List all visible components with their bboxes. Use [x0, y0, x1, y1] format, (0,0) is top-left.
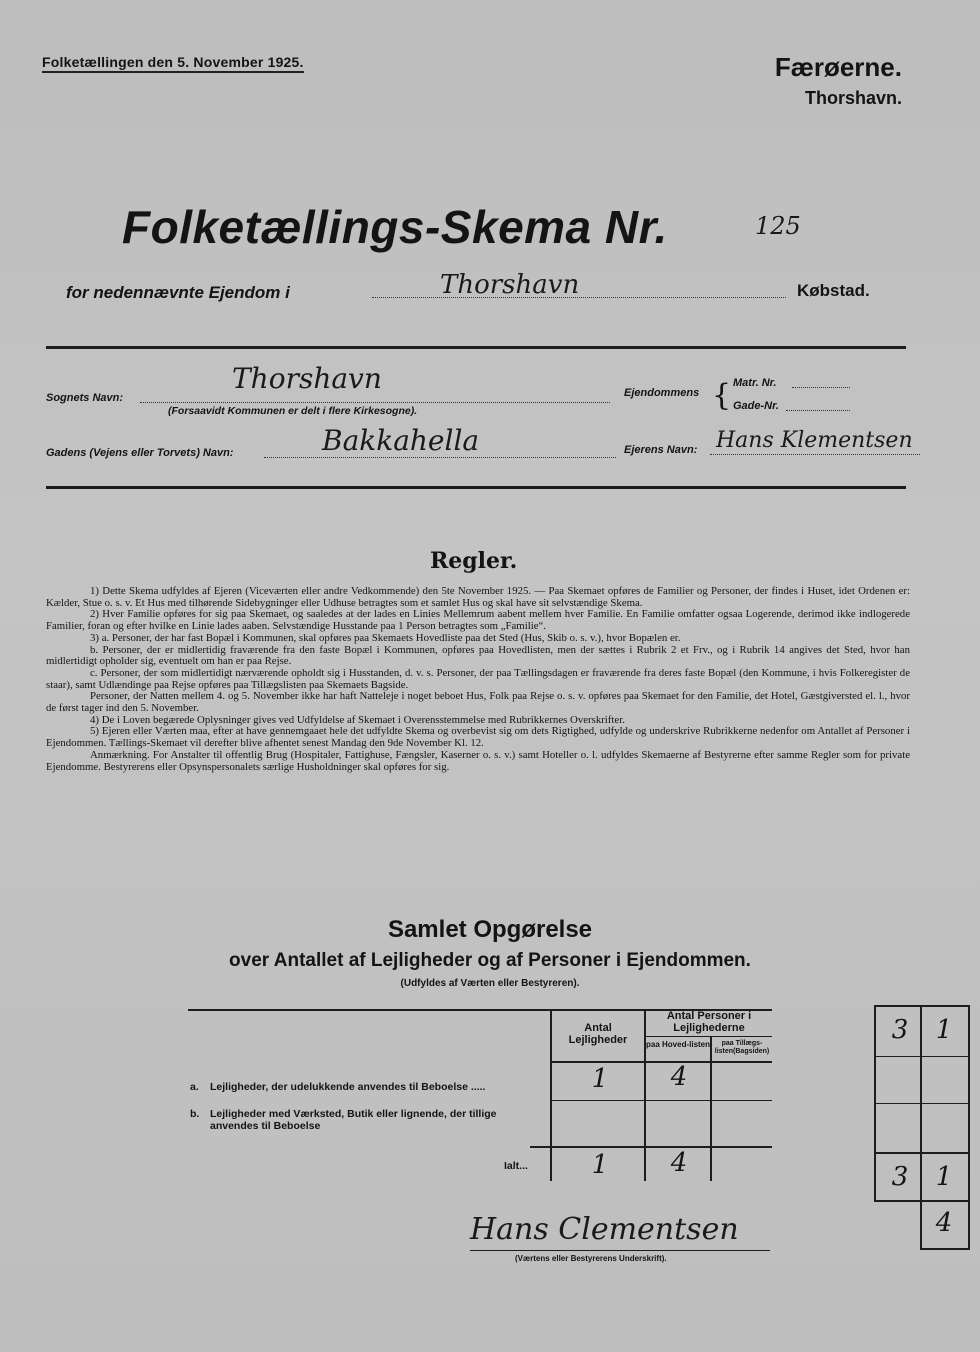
summary-note: (Udfyldes af Værten eller Bestyreren). — [400, 978, 580, 989]
table-row-a-rule — [550, 1100, 772, 1101]
rules-text — [46, 586, 910, 773]
owner-handwritten: Hans Klementsen — [716, 428, 913, 453]
col-personer-header: Antal Personer i Lejlighederne — [666, 1010, 752, 1034]
rule-5: 5) Ejeren eller Værten maa, efter at have gennemgaaet hele det udfyldte Skema og overbevist sig om dets Rigtighed, udfylde og underskrive Rubrikkerne nedenfor om Antallet af Personer i Ejendommen. Tællings-Skemaet vil derefter blive afhentet senest Mandag den 9de November Kl. 12. — [46, 725, 910, 750]
rule-3-note: Personer, der Natten mellem 4. og 5. November ikke har haft Natteleje i noget beboet Hus, Folk paa Rejse o. s. v. opføres paa Skemaet for den Familie, det Hotel, Gæstgiversted el. l., hvor de først tager ind den 5. November. — [46, 690, 910, 715]
sidebox-r5-right-value: 4 — [935, 1208, 953, 1238]
sidebox-r1-left-value: 3 — [891, 1015, 909, 1045]
divider-middle — [46, 486, 906, 489]
sidebox-bottom — [920, 1248, 970, 1250]
street-line — [264, 457, 616, 458]
parish-line — [140, 402, 610, 403]
census-date-line: Folketællingen den 5. November 1925. — [42, 54, 304, 73]
sidebox-r4-right-value: 1 — [935, 1162, 953, 1192]
signature-caption: (Værtens eller Bestyrerens Underskrift). — [515, 1254, 667, 1263]
property-location-suffix: Købstad. — [797, 281, 870, 300]
row-a-label: Lejligheder, der udelukkende anvendes til Beboelse ..... — [210, 1081, 486, 1093]
rule-3b: b. Personer, der er midlertidig fraværende fra den faste Bopæl i Kommunen, opføres paa Hovedlisten, men der sættes i Rubrik 2 et Frv., og i Rubrik 14 angives det Sted, hvor han midlertidigt opholder sig, eventuelt om han er paa Rejse. — [46, 643, 910, 668]
gade-nr-line — [786, 410, 850, 411]
rule-3c: c. Personer, der som midlertidigt nærværende opholdt sig i Husstanden, d. v. s. Personer, der paa Tællingsdagen er fraværende fra deres faste Bopæl (den Kommune, i hvis Folkeregister de staar), samt Udlændinge paa Rejse opføres paa Tillægslisten paa Skemaets Bagside. — [46, 666, 910, 691]
gade-nr-label: Gade-Nr. — [733, 400, 779, 412]
owner-label: Ejerens Navn: — [624, 444, 698, 456]
property-location-handwritten: Thorshavn — [440, 270, 580, 300]
sidebox-rule-3 — [874, 1152, 970, 1154]
sidebox-middle — [920, 1005, 922, 1250]
host-signature: Hans Clementsen — [470, 1212, 739, 1247]
rule-1: 1) Dette Skema udfyldes af Ejeren (Viceværten eller andre Vedkommende) den 5te November 1925. — Paa Skemaet opføres de Familier og Personer, der findes i Huset, idet Ordenen er: Kælder, Stue o. s. v. Et Hus med tilhørende Sidebygninger eller Udhuse betragtes som et samlet Hus og skal have sit selvstændige Skema. — [46, 585, 910, 609]
sidebox-right — [968, 1005, 970, 1250]
rule-4: 4) De i Loven begærede Oplysninger gives ved Udfyldelse af Skemaet i Overensstemmelse med Rubrikkernes Overskrifter. — [90, 713, 625, 726]
rule-remark: Anmærkning. For Anstalter til offentlig Brug (Hospitaler, Fattighuse, Fængsler, Kaserner o. s. v.) samt Hoteller o. l. udfyldes Skemaerne af Bestyrerne efter samme Regler som for private Ejendomme. Bestyrerens eller Opsynspersonalets særlige Husholdninger skal opføres for sig. — [46, 748, 910, 773]
rule-3a: 3) a. Personer, der har fast Bopæl i Kommunen, skal opføres paa Skemaets Hovedliste paa det Sted (Hus, Skib o. s. v.), hvor Bopælen er. — [90, 631, 681, 644]
table-vline-3 — [710, 1036, 712, 1181]
row-b-label: Lejligheder med Værksted, Butik eller lignende, der tillige anvendes til Beboelse — [210, 1108, 497, 1132]
matr-nr-label: Matr. Nr. — [733, 377, 777, 389]
row-a-lejligheder-value: 1 — [591, 1064, 609, 1094]
rules-title: Regler. — [430, 548, 518, 574]
divider-top — [46, 346, 906, 349]
summary-title: Samlet Opgørelse — [387, 916, 593, 943]
parish-handwritten: Thorshavn — [232, 362, 382, 395]
col-tillaegsliste-header: paa Tillægs-listen(Bagsiden) — [714, 1040, 770, 1055]
ialt-lejligheder-value: 1 — [591, 1150, 609, 1180]
sidebox-rule-4 — [874, 1200, 970, 1202]
col-hovedliste-header: paa Hoved-listen — [646, 1040, 711, 1049]
estate-brace: { — [712, 378, 732, 413]
table-vline-2 — [644, 1009, 646, 1181]
matr-nr-line — [792, 387, 850, 388]
form-title: Folketællings-Skema Nr. — [122, 201, 668, 253]
property-location-label: for nedennævnte Ejendom i — [66, 283, 290, 302]
estate-label: Ejendommens — [624, 387, 700, 399]
summary-subtitle: over Antallet af Lejligheder og af Personer i Ejendommen. — [229, 950, 751, 971]
row-ialt-label: Ialt... — [504, 1160, 528, 1172]
signature-line — [470, 1250, 770, 1251]
row-b-letter: b. — [190, 1108, 200, 1120]
sidebox-r1-right-value: 1 — [935, 1015, 953, 1045]
sidebox-rule-2 — [874, 1103, 970, 1104]
sidebox-r4-left-value: 3 — [891, 1162, 909, 1192]
ialt-hovedliste-value: 4 — [670, 1148, 688, 1178]
row-a-hovedliste-value: 4 — [670, 1062, 688, 1092]
col-lejligheder-header: Antal Lejligheder — [568, 1022, 628, 1046]
owner-line — [710, 454, 920, 455]
town-name: Thorshavn. — [804, 88, 902, 108]
region-name: Færøerne. — [774, 52, 902, 82]
rule-2: 2) Hver Familie opføres for sig paa Skemaet, og saaledes at der lades en Linies Mellemrum aabent mellem hver Familie. En Familie omfatter ogsaa Logerende, derimod ikke indlogerede Familier, foran og efter hvilke en Linie lades aaben. Selvstændige Husstande paa 1 Person betragtes som „Familie“. — [46, 608, 910, 633]
parish-label: Sognets Navn: — [46, 392, 124, 404]
parish-note: (Forsaavidt Kommunen er delt i flere Kirkesogne). — [168, 405, 418, 417]
sidebox-rule-1 — [874, 1056, 970, 1057]
table-sub-rule — [644, 1036, 772, 1037]
sidebox-top — [874, 1005, 970, 1007]
table-vline-1 — [550, 1009, 552, 1181]
street-label: Gadens (Vejens eller Torvets) Navn: — [46, 447, 234, 459]
street-handwritten: Bakkahella — [322, 424, 480, 457]
form-number-handwritten: 125 — [755, 212, 801, 240]
row-a-letter: a. — [190, 1081, 199, 1093]
